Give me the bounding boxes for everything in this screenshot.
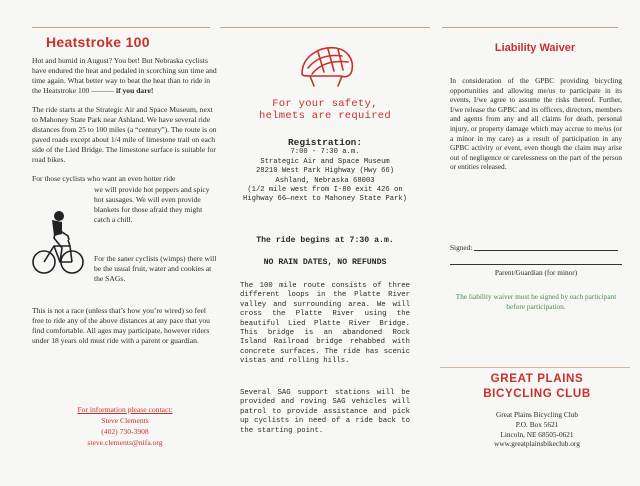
top-rule-left [32,27,210,28]
no-rain-notice: NO RAIN DATES, NO REFUNDS [263,258,387,267]
club-name [440,371,634,401]
helmet-notice-line1: For your safety, [272,98,378,110]
cyclist-illustration-icon [32,206,84,276]
club-name-line1: GREAT PLAINS [490,372,584,385]
registration-address: 28210 West Park Highway (Hwy 66) [255,167,395,176]
contact-name: Steve Clements [101,416,149,425]
parent-guardian-label: Parent/Guardian (for minor) [494,268,578,277]
club-address [440,410,634,449]
signature-label: Signed: [450,243,473,252]
bottom-rule [440,367,630,368]
club-website[interactable]: www.greatplainsbikeclub.org [494,439,580,449]
registration-directions: (1/2 mile west from I-80 exit 426 on Highway 66—next to Mahoney State Park) [243,186,407,204]
contact-email: steve.clements@nifa.org [87,438,163,447]
helmet-notice-line2: helmets are required [258,110,392,122]
heatstroke-body [32,56,218,355]
start-paragraph: The ride starts at the Strategic Air and Space Museum, next to Mahoney State Park near Ashland. We have several ride distances from 25 to 100 miles (a “century”). The route is on paved roads except about 1/4 mile of limestone trail on each side of the Lied Bridge. The limestone surface is suitable for road bikes. [32,105,217,164]
heatstroke-title: Heatstroke 100 [46,34,150,50]
hotter-ride-text: we will provide hot peppers and spicy hot sausages. We will even provide blankets for those afraid they might catch a chill. [94,185,210,224]
route-description: The 100 mile route consists of three different loops in the Platte River valley and surrounding area. We will cross the Platte River using the beautiful Lied Platte River Bridge. This bridge is an abandoned Rock Island Railroad bridge rehabbed with concrete surfaces. The ride has scenic vistas and rolling hills. [240,282,410,366]
club-name-line2: BICYCLING CLUB [483,387,591,400]
contact-info [32,404,218,448]
saner-cyclists-text: For the saner cyclists (wimps) there will be the usual fruit, water and cookies at the SAGs. [94,254,217,283]
club-city: Lincoln, NE 68505-0621 [500,429,574,439]
top-rule-right [442,27,618,28]
signature-line[interactable] [474,250,618,251]
intro-paragraph [32,56,218,96]
club-org: Great Plains Bicycling Club [495,410,579,419]
hotter-ride-lead: For those cyclists who want an even hotter ride [32,174,176,183]
waiver-text: In consideration of the GPBC providing bicycling opportunities and allowing me/us to participate in its events, I/we agree to assume the risks thereof. Further, I/we release the GPBC and its officers, directors, members and agents from any and all claims for death, personal injury, or property damage which may accrue to me/us (or a minor in my care) as a result of participation in any GPBC activity or event, even though the claim may arise out of negligence or carelessness on the part of the person or entities released. [450,76,622,172]
registration-city: Ashland, Nebraska 68003 [275,176,375,185]
contact-label: For information please contact: [77,405,173,414]
parent-signature-line[interactable] [450,264,622,265]
registration-title: Registration: [287,137,363,148]
waiver-must-sign-note: The liability waiver must be signed by each participant before participation. [455,292,617,311]
registration-time: 7:00 - 7:30 a.m. [290,148,360,157]
waiver-title: Liability Waiver [494,42,576,54]
bicycle-helmet-icon [298,44,356,88]
club-po-box: P.O. Box 5621 [515,419,559,429]
intro-text: Hot and humid in August? You bet! But Nebraska cyclists have endured the heat and pedaled in scorching sun time and time again. What better way to beat the heat than to ride in the Heatstroke 100 ——— [32,56,217,95]
registration-block [240,138,410,205]
ride-begins: The ride begins at 7:30 a.m. [256,236,394,245]
hotter-ride-block [32,174,218,306]
top-rule-mid [220,27,430,28]
helmet-notice [240,98,410,122]
sag-description: Several SAG support stations will be provided and roving SAG vehicles will patrol to provide assistance and pick up cyclists in need of a ride back to the starting point. [240,389,410,435]
intro-emphasis: if you dare! [115,86,154,95]
contact-phone: (402) 730-3908 [101,427,149,436]
signature-field[interactable] [450,243,622,252]
not-a-race-paragraph: This is not a race (unless that’s how you’re wired) so feel free to ride any of the above distances at any pace that you find comfortable. All ages may participate, however riders under 18 years old must ride with a parent or guardian. [32,306,210,345]
registration-place: Strategic Air and Space Museum [260,157,390,166]
